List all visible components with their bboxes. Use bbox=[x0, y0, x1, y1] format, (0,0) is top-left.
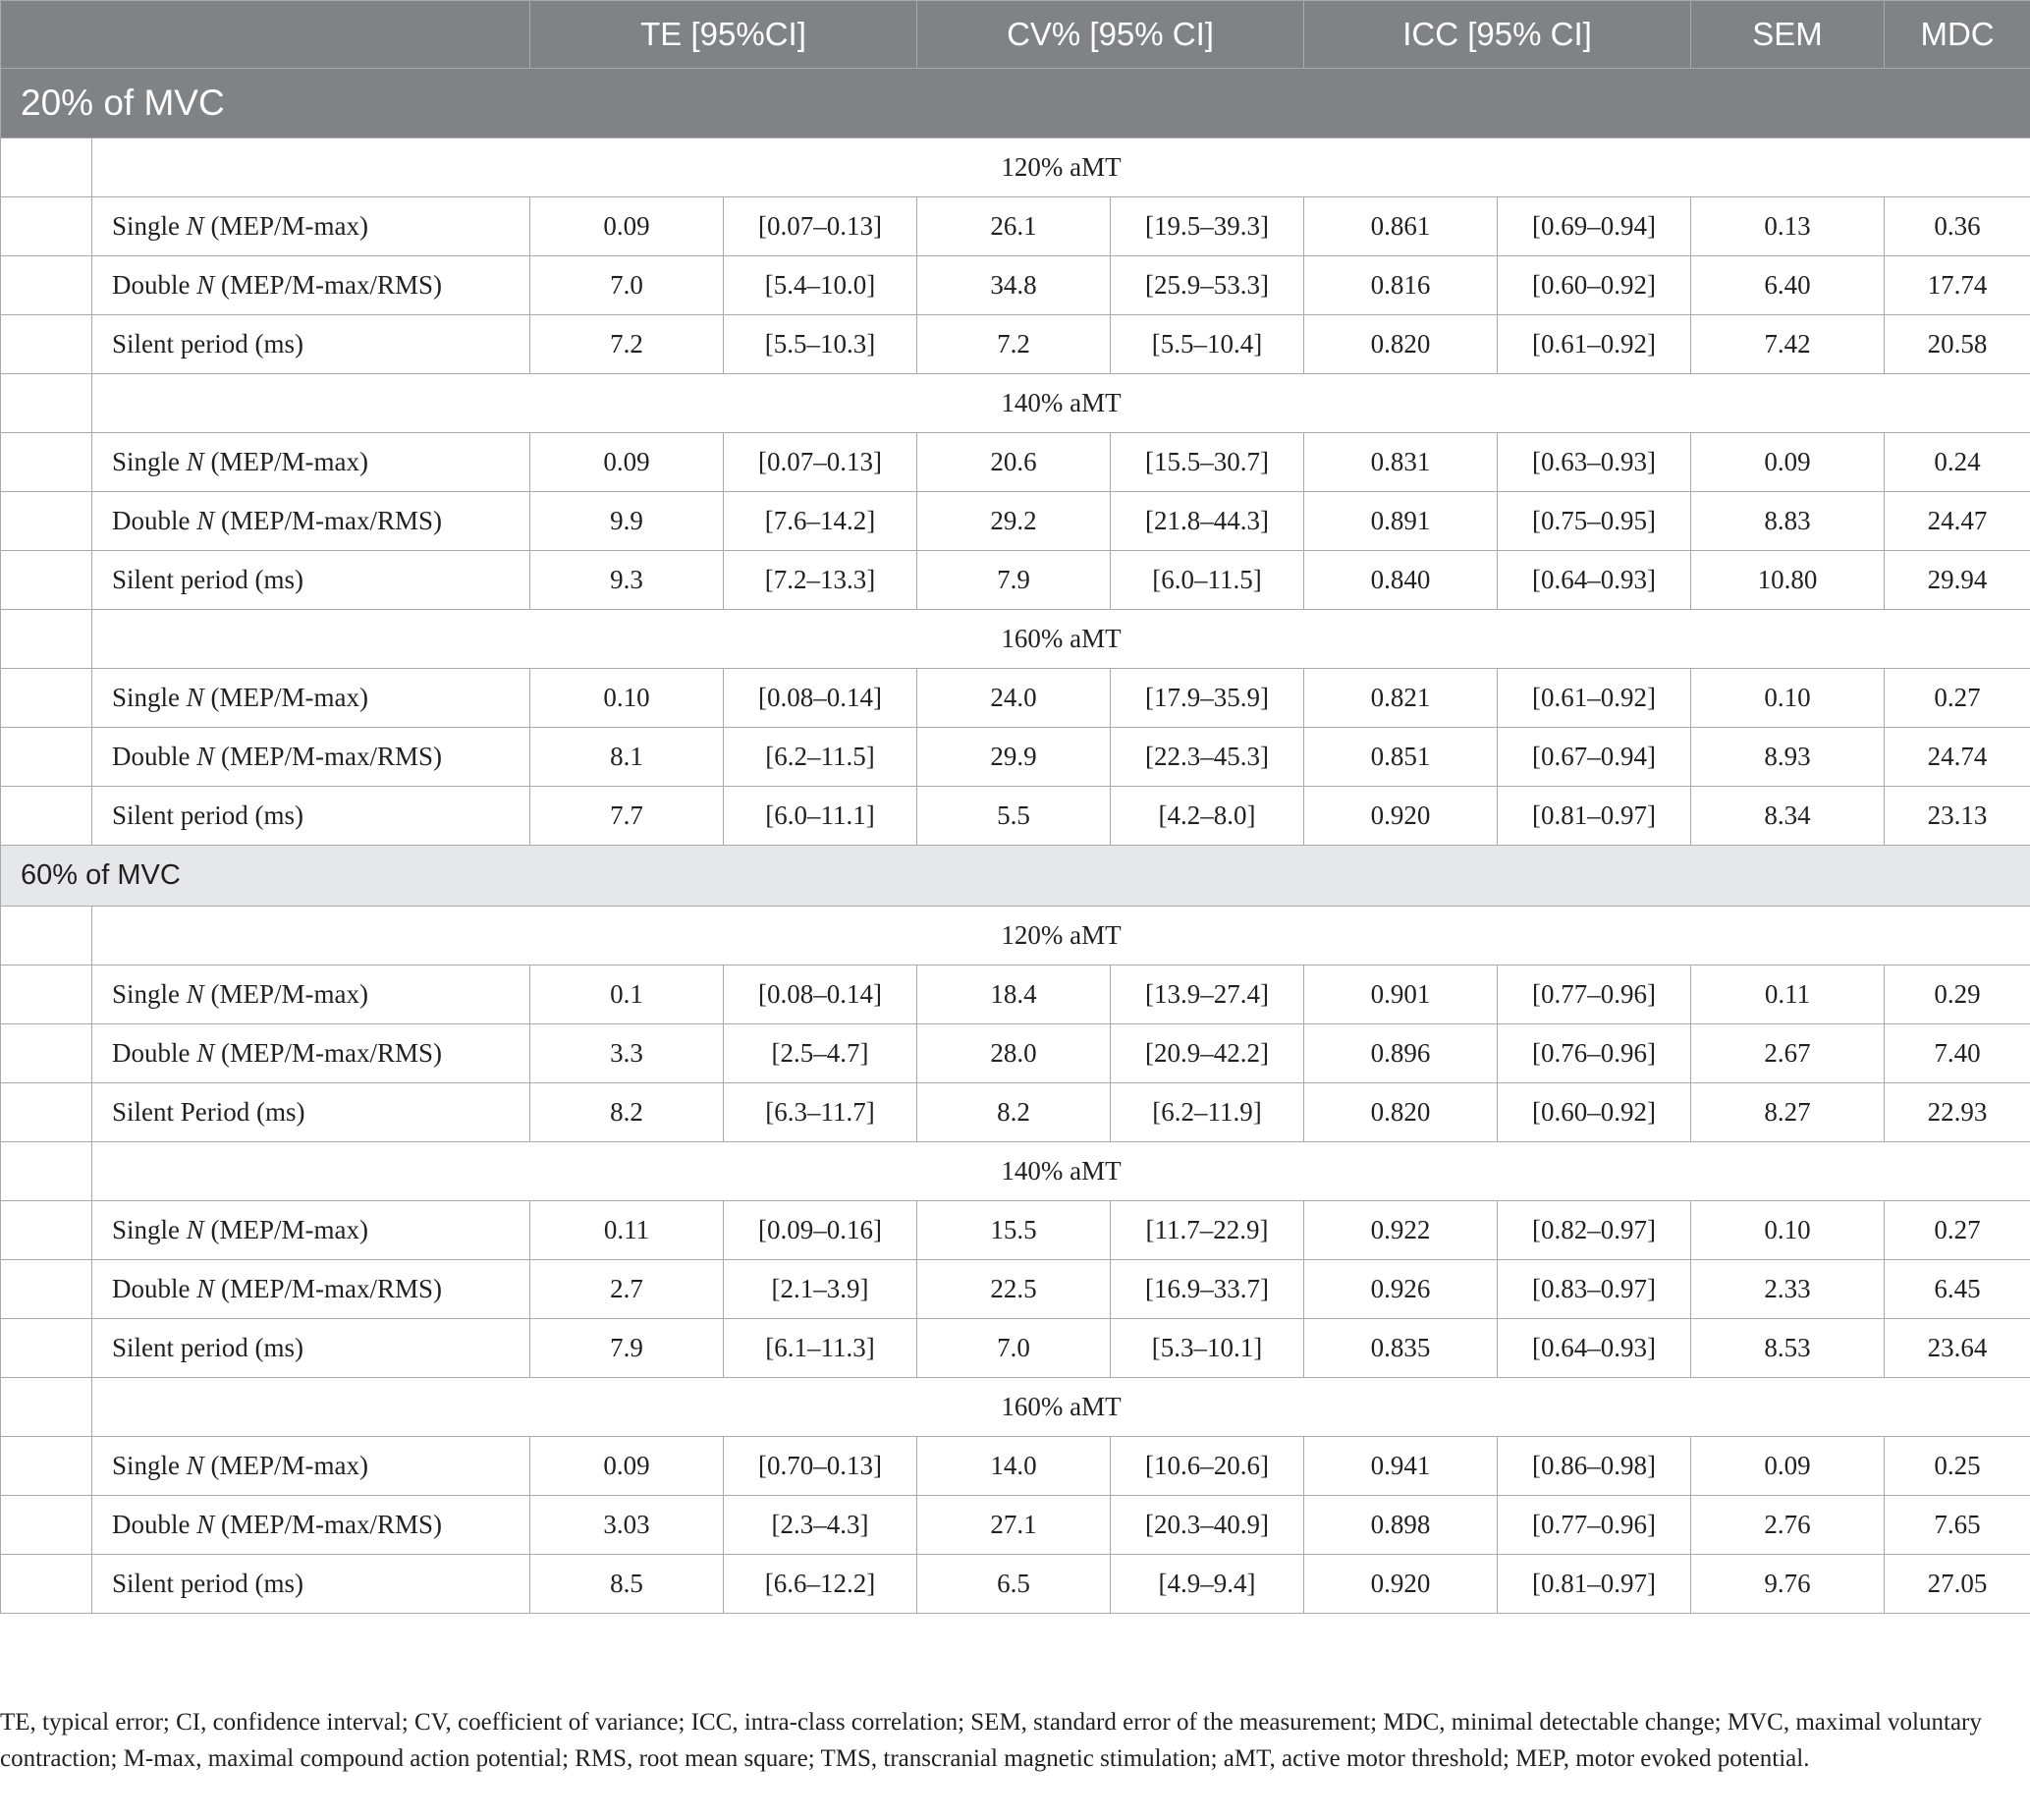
measure-prefix: Double bbox=[112, 270, 197, 300]
te-value: 7.9 bbox=[530, 1319, 724, 1378]
cv-ci: [22.3–45.3] bbox=[1111, 728, 1304, 787]
blank-cell bbox=[1, 1142, 92, 1201]
measure-label bbox=[92, 1437, 530, 1496]
te-value: 2.7 bbox=[530, 1260, 724, 1319]
intensity-header-row bbox=[1, 610, 2030, 669]
icc-ci: [0.60–0.92] bbox=[1498, 256, 1691, 315]
measure-n: N bbox=[186, 1451, 204, 1480]
measure-prefix: Silent Period (ms) bbox=[112, 1097, 305, 1127]
te-value: 8.5 bbox=[530, 1555, 724, 1614]
table-row bbox=[1, 1437, 2030, 1496]
header-icc: ICC [95% CI] bbox=[1304, 1, 1691, 69]
measure-suffix: (MEP/M-max/RMS) bbox=[214, 270, 443, 300]
measure-label bbox=[92, 1319, 530, 1378]
measure-label bbox=[92, 1201, 530, 1260]
icc-ci: [0.81–0.97] bbox=[1498, 787, 1691, 846]
icc-ci: [0.60–0.92] bbox=[1498, 1083, 1691, 1142]
measure-label bbox=[92, 1555, 530, 1614]
intensity-header-row bbox=[1, 907, 2030, 965]
measure-prefix: Single bbox=[112, 683, 187, 712]
sem-value: 8.53 bbox=[1691, 1319, 1885, 1378]
blank-cell bbox=[1, 610, 92, 669]
te-value: 0.09 bbox=[530, 197, 724, 256]
cv-value: 28.0 bbox=[917, 1024, 1111, 1083]
measure-label bbox=[92, 1024, 530, 1083]
te-ci: [7.6–14.2] bbox=[724, 492, 917, 551]
icc-ci: [0.67–0.94] bbox=[1498, 728, 1691, 787]
measure-prefix: Double bbox=[112, 1510, 197, 1539]
measure-label bbox=[92, 315, 530, 374]
icc-ci: [0.82–0.97] bbox=[1498, 1201, 1691, 1260]
cv-ci: [20.3–40.9] bbox=[1111, 1496, 1304, 1555]
measure-label bbox=[92, 1083, 530, 1142]
cv-value: 20.6 bbox=[917, 433, 1111, 492]
measure-suffix: (MEP/M-max) bbox=[203, 1451, 369, 1480]
mdc-value: 29.94 bbox=[1885, 551, 2030, 610]
icc-ci: [0.77–0.96] bbox=[1498, 965, 1691, 1024]
mdc-value: 7.65 bbox=[1885, 1496, 2030, 1555]
cv-value: 5.5 bbox=[917, 787, 1111, 846]
measure-label bbox=[92, 965, 530, 1024]
icc-value: 0.922 bbox=[1304, 1201, 1498, 1260]
table-row bbox=[1, 1024, 2030, 1083]
measure-suffix: (MEP/M-max) bbox=[203, 979, 369, 1009]
measure-prefix: Double bbox=[112, 506, 197, 535]
icc-ci: [0.83–0.97] bbox=[1498, 1260, 1691, 1319]
intensity-header-row bbox=[1, 1378, 2030, 1437]
table-header bbox=[1, 1, 2030, 69]
table-row bbox=[1, 1555, 2030, 1614]
cv-ci: [19.5–39.3] bbox=[1111, 197, 1304, 256]
measure-prefix: Single bbox=[112, 979, 187, 1009]
icc-ci: [0.81–0.97] bbox=[1498, 1555, 1691, 1614]
te-value: 0.10 bbox=[530, 669, 724, 728]
header-sem: SEM bbox=[1691, 1, 1885, 69]
mdc-value: 0.25 bbox=[1885, 1437, 2030, 1496]
te-ci: [5.5–10.3] bbox=[724, 315, 917, 374]
icc-value: 0.920 bbox=[1304, 787, 1498, 846]
te-value: 7.0 bbox=[530, 256, 724, 315]
mdc-value: 20.58 bbox=[1885, 315, 2030, 374]
mdc-value: 24.47 bbox=[1885, 492, 2030, 551]
measure-prefix: Double bbox=[112, 1038, 197, 1068]
cv-value: 7.2 bbox=[917, 315, 1111, 374]
cv-ci: [5.3–10.1] bbox=[1111, 1319, 1304, 1378]
cv-ci: [5.5–10.4] bbox=[1111, 315, 1304, 374]
blank-cell bbox=[1, 1083, 92, 1142]
intensity-label: 120% aMT bbox=[92, 138, 2030, 197]
table-row bbox=[1, 492, 2030, 551]
te-ci: [0.08–0.14] bbox=[724, 965, 917, 1024]
table-row bbox=[1, 1201, 2030, 1260]
icc-value: 0.920 bbox=[1304, 1555, 1498, 1614]
icc-value: 0.896 bbox=[1304, 1024, 1498, 1083]
mdc-value: 0.27 bbox=[1885, 1201, 2030, 1260]
table-row bbox=[1, 787, 2030, 846]
sem-value: 8.27 bbox=[1691, 1083, 1885, 1142]
header-row bbox=[1, 1, 2030, 69]
blank-cell bbox=[1, 551, 92, 610]
cv-ci: [20.9–42.2] bbox=[1111, 1024, 1304, 1083]
cv-value: 24.0 bbox=[917, 669, 1111, 728]
sem-value: 0.11 bbox=[1691, 965, 1885, 1024]
section-header-row bbox=[1, 846, 2030, 907]
cv-ci: [13.9–27.4] bbox=[1111, 965, 1304, 1024]
measure-n: N bbox=[196, 742, 215, 771]
blank-cell bbox=[1, 1260, 92, 1319]
measure-label bbox=[92, 551, 530, 610]
measure-n: N bbox=[196, 1038, 215, 1068]
measure-label bbox=[92, 433, 530, 492]
te-ci: [6.3–11.7] bbox=[724, 1083, 917, 1142]
mdc-value: 17.74 bbox=[1885, 256, 2030, 315]
section-header-row bbox=[1, 69, 2030, 138]
table-row bbox=[1, 1260, 2030, 1319]
icc-ci: [0.75–0.95] bbox=[1498, 492, 1691, 551]
sem-value: 8.83 bbox=[1691, 492, 1885, 551]
measure-prefix: Silent period (ms) bbox=[112, 1333, 303, 1362]
icc-value: 0.898 bbox=[1304, 1496, 1498, 1555]
mdc-value: 24.74 bbox=[1885, 728, 2030, 787]
te-value: 8.2 bbox=[530, 1083, 724, 1142]
cv-value: 29.2 bbox=[917, 492, 1111, 551]
icc-value: 0.941 bbox=[1304, 1437, 1498, 1496]
icc-value: 0.816 bbox=[1304, 256, 1498, 315]
measure-prefix: Silent period (ms) bbox=[112, 565, 303, 594]
measure-suffix: (MEP/M-max/RMS) bbox=[214, 506, 443, 535]
blank-cell bbox=[1, 433, 92, 492]
icc-value: 0.831 bbox=[1304, 433, 1498, 492]
measure-suffix: (MEP/M-max) bbox=[203, 211, 369, 241]
sem-value: 0.10 bbox=[1691, 1201, 1885, 1260]
te-ci: [0.70–0.13] bbox=[724, 1437, 917, 1496]
sem-value: 0.10 bbox=[1691, 669, 1885, 728]
icc-value: 0.821 bbox=[1304, 669, 1498, 728]
te-ci: [6.6–12.2] bbox=[724, 1555, 917, 1614]
mdc-value: 0.27 bbox=[1885, 669, 2030, 728]
measure-prefix: Double bbox=[112, 742, 197, 771]
te-ci: [6.2–11.5] bbox=[724, 728, 917, 787]
blank-cell bbox=[1, 1496, 92, 1555]
intensity-label: 140% aMT bbox=[92, 1142, 2030, 1201]
te-ci: [2.3–4.3] bbox=[724, 1496, 917, 1555]
measure-n: N bbox=[196, 1274, 215, 1303]
te-value: 0.1 bbox=[530, 965, 724, 1024]
te-value: 0.11 bbox=[530, 1201, 724, 1260]
sem-value: 8.93 bbox=[1691, 728, 1885, 787]
te-value: 3.3 bbox=[530, 1024, 724, 1083]
measure-suffix: (MEP/M-max) bbox=[203, 1215, 369, 1244]
measure-prefix: Single bbox=[112, 211, 187, 241]
table-row bbox=[1, 1083, 2030, 1142]
measure-prefix: Silent period (ms) bbox=[112, 1569, 303, 1598]
sem-value: 6.40 bbox=[1691, 256, 1885, 315]
blank-cell bbox=[1, 965, 92, 1024]
table-row bbox=[1, 728, 2030, 787]
te-value: 0.09 bbox=[530, 433, 724, 492]
measure-suffix: (MEP/M-max) bbox=[203, 447, 369, 476]
te-ci: [0.09–0.16] bbox=[724, 1201, 917, 1260]
table-row bbox=[1, 256, 2030, 315]
table-row bbox=[1, 1319, 2030, 1378]
icc-value: 0.901 bbox=[1304, 965, 1498, 1024]
blank-cell bbox=[1, 669, 92, 728]
cv-value: 14.0 bbox=[917, 1437, 1111, 1496]
blank-cell bbox=[1, 1378, 92, 1437]
blank-cell bbox=[1, 492, 92, 551]
measure-prefix: Double bbox=[112, 1274, 197, 1303]
te-ci: [0.07–0.13] bbox=[724, 433, 917, 492]
te-value: 7.2 bbox=[530, 315, 724, 374]
intensity-label: 160% aMT bbox=[92, 610, 2030, 669]
blank-cell bbox=[1, 1024, 92, 1083]
cv-value: 8.2 bbox=[917, 1083, 1111, 1142]
blank-cell bbox=[1, 1201, 92, 1260]
sem-value: 8.34 bbox=[1691, 787, 1885, 846]
cv-ci: [21.8–44.3] bbox=[1111, 492, 1304, 551]
table-row bbox=[1, 315, 2030, 374]
header-blank bbox=[1, 1, 530, 69]
icc-value: 0.840 bbox=[1304, 551, 1498, 610]
icc-ci: [0.86–0.98] bbox=[1498, 1437, 1691, 1496]
blank-cell bbox=[1, 374, 92, 433]
table-row bbox=[1, 433, 2030, 492]
sem-value: 2.33 bbox=[1691, 1260, 1885, 1319]
measure-prefix: Single bbox=[112, 447, 187, 476]
section-title: 60% of MVC bbox=[1, 846, 2030, 907]
intensity-label: 160% aMT bbox=[92, 1378, 2030, 1437]
mdc-value: 27.05 bbox=[1885, 1555, 2030, 1614]
measure-label bbox=[92, 1496, 530, 1555]
icc-value: 0.926 bbox=[1304, 1260, 1498, 1319]
te-ci: [0.08–0.14] bbox=[724, 669, 917, 728]
cv-ci: [6.0–11.5] bbox=[1111, 551, 1304, 610]
cv-value: 22.5 bbox=[917, 1260, 1111, 1319]
te-value: 9.9 bbox=[530, 492, 724, 551]
measure-suffix: (MEP/M-max/RMS) bbox=[214, 1510, 443, 1539]
measure-n: N bbox=[196, 1510, 215, 1539]
sem-value: 9.76 bbox=[1691, 1555, 1885, 1614]
cv-value: 18.4 bbox=[917, 965, 1111, 1024]
sem-value: 10.80 bbox=[1691, 551, 1885, 610]
cv-value: 26.1 bbox=[917, 197, 1111, 256]
measure-n: N bbox=[186, 211, 204, 241]
blank-cell bbox=[1, 138, 92, 197]
icc-ci: [0.76–0.96] bbox=[1498, 1024, 1691, 1083]
cv-value: 6.5 bbox=[917, 1555, 1111, 1614]
te-value: 9.3 bbox=[530, 551, 724, 610]
measure-n: N bbox=[186, 683, 204, 712]
sem-value: 0.13 bbox=[1691, 197, 1885, 256]
measure-label bbox=[92, 787, 530, 846]
cv-value: 34.8 bbox=[917, 256, 1111, 315]
measure-prefix: Silent period (ms) bbox=[112, 800, 303, 830]
measure-suffix: (MEP/M-max) bbox=[203, 683, 369, 712]
te-value: 3.03 bbox=[530, 1496, 724, 1555]
cv-value: 15.5 bbox=[917, 1201, 1111, 1260]
measure-label bbox=[92, 1260, 530, 1319]
sem-value: 2.67 bbox=[1691, 1024, 1885, 1083]
icc-ci: [0.61–0.92] bbox=[1498, 669, 1691, 728]
measure-n: N bbox=[196, 270, 215, 300]
cv-ci: [10.6–20.6] bbox=[1111, 1437, 1304, 1496]
table-body bbox=[1, 69, 2030, 1614]
cv-value: 7.9 bbox=[917, 551, 1111, 610]
header-cv: CV% [95% CI] bbox=[917, 1, 1304, 69]
sem-value: 0.09 bbox=[1691, 433, 1885, 492]
cv-ci: [15.5–30.7] bbox=[1111, 433, 1304, 492]
measure-suffix: (MEP/M-max/RMS) bbox=[214, 1038, 443, 1068]
icc-value: 0.851 bbox=[1304, 728, 1498, 787]
measure-prefix: Single bbox=[112, 1215, 187, 1244]
icc-value: 0.835 bbox=[1304, 1319, 1498, 1378]
header-mdc: MDC bbox=[1885, 1, 2030, 69]
icc-ci: [0.77–0.96] bbox=[1498, 1496, 1691, 1555]
icc-value: 0.891 bbox=[1304, 492, 1498, 551]
measure-label bbox=[92, 492, 530, 551]
table-footnote: TE, typical error; CI, confidence interval; CV, coefficient of variance; ICC, intra-class correlation; SEM, standard error of the measurement; MDC, minimal detectable change; MVC, maximal voluntary contraction; M-max, maximal compound action potential; RMS, root mean square; TMS, transcranial magnetic stimulation; aMT, active motor threshold; MEP, motor evoked potential. bbox=[0, 1709, 1982, 1772]
icc-ci: [0.64–0.93] bbox=[1498, 1319, 1691, 1378]
header-te: TE [95%CI] bbox=[530, 1, 917, 69]
measure-suffix: (MEP/M-max/RMS) bbox=[214, 1274, 443, 1303]
mdc-value: 0.36 bbox=[1885, 197, 2030, 256]
icc-value: 0.820 bbox=[1304, 315, 1498, 374]
blank-cell bbox=[1, 1555, 92, 1614]
mdc-value: 0.24 bbox=[1885, 433, 2030, 492]
te-value: 0.09 bbox=[530, 1437, 724, 1496]
intensity-header-row bbox=[1, 374, 2030, 433]
table-row bbox=[1, 669, 2030, 728]
cv-ci: [4.9–9.4] bbox=[1111, 1555, 1304, 1614]
table-row bbox=[1, 965, 2030, 1024]
measure-n: N bbox=[186, 1215, 204, 1244]
table-row bbox=[1, 197, 2030, 256]
te-ci: [2.5–4.7] bbox=[724, 1024, 917, 1083]
blank-cell bbox=[1, 256, 92, 315]
te-ci: [6.0–11.1] bbox=[724, 787, 917, 846]
mdc-value: 7.40 bbox=[1885, 1024, 2030, 1083]
blank-cell bbox=[1, 1437, 92, 1496]
icc-value: 0.820 bbox=[1304, 1083, 1498, 1142]
measure-label bbox=[92, 256, 530, 315]
mdc-value: 23.64 bbox=[1885, 1319, 2030, 1378]
cv-value: 27.1 bbox=[917, 1496, 1111, 1555]
te-ci: [5.4–10.0] bbox=[724, 256, 917, 315]
mdc-value: 6.45 bbox=[1885, 1260, 2030, 1319]
cv-value: 29.9 bbox=[917, 728, 1111, 787]
te-value: 8.1 bbox=[530, 728, 724, 787]
icc-ci: [0.64–0.93] bbox=[1498, 551, 1691, 610]
blank-cell bbox=[1, 1319, 92, 1378]
sem-value: 7.42 bbox=[1691, 315, 1885, 374]
mdc-value: 0.29 bbox=[1885, 965, 2030, 1024]
measure-prefix: Silent period (ms) bbox=[112, 329, 303, 358]
te-value: 7.7 bbox=[530, 787, 724, 846]
mdc-value: 23.13 bbox=[1885, 787, 2030, 846]
measure-suffix: (MEP/M-max/RMS) bbox=[214, 742, 443, 771]
measure-n: N bbox=[196, 506, 215, 535]
section-title: 20% of MVC bbox=[1, 69, 2030, 138]
cv-ci: [4.2–8.0] bbox=[1111, 787, 1304, 846]
blank-cell bbox=[1, 315, 92, 374]
measure-n: N bbox=[186, 979, 204, 1009]
mdc-value: 22.93 bbox=[1885, 1083, 2030, 1142]
measure-n: N bbox=[186, 447, 204, 476]
blank-cell bbox=[1, 787, 92, 846]
te-ci: [7.2–13.3] bbox=[724, 551, 917, 610]
cv-ci: [6.2–11.9] bbox=[1111, 1083, 1304, 1142]
cv-ci: [17.9–35.9] bbox=[1111, 669, 1304, 728]
cv-value: 7.0 bbox=[917, 1319, 1111, 1378]
te-ci: [0.07–0.13] bbox=[724, 197, 917, 256]
te-ci: [6.1–11.3] bbox=[724, 1319, 917, 1378]
blank-cell bbox=[1, 197, 92, 256]
blank-cell bbox=[1, 728, 92, 787]
intensity-header-row bbox=[1, 138, 2030, 197]
measure-label bbox=[92, 728, 530, 787]
measure-label bbox=[92, 669, 530, 728]
intensity-label: 140% aMT bbox=[92, 374, 2030, 433]
table-row bbox=[1, 551, 2030, 610]
sem-value: 2.76 bbox=[1691, 1496, 1885, 1555]
icc-ci: [0.69–0.94] bbox=[1498, 197, 1691, 256]
intensity-label: 120% aMT bbox=[92, 907, 2030, 965]
te-ci: [2.1–3.9] bbox=[724, 1260, 917, 1319]
icc-ci: [0.63–0.93] bbox=[1498, 433, 1691, 492]
icc-value: 0.861 bbox=[1304, 197, 1498, 256]
cv-ci: [11.7–22.9] bbox=[1111, 1201, 1304, 1260]
icc-ci: [0.61–0.92] bbox=[1498, 315, 1691, 374]
measure-prefix: Single bbox=[112, 1451, 187, 1480]
intensity-header-row bbox=[1, 1142, 2030, 1201]
cv-ci: [25.9–53.3] bbox=[1111, 256, 1304, 315]
blank-cell bbox=[1, 907, 92, 965]
measure-label bbox=[92, 197, 530, 256]
table-row bbox=[1, 1496, 2030, 1555]
sem-value: 0.09 bbox=[1691, 1437, 1885, 1496]
cv-ci: [16.9–33.7] bbox=[1111, 1260, 1304, 1319]
